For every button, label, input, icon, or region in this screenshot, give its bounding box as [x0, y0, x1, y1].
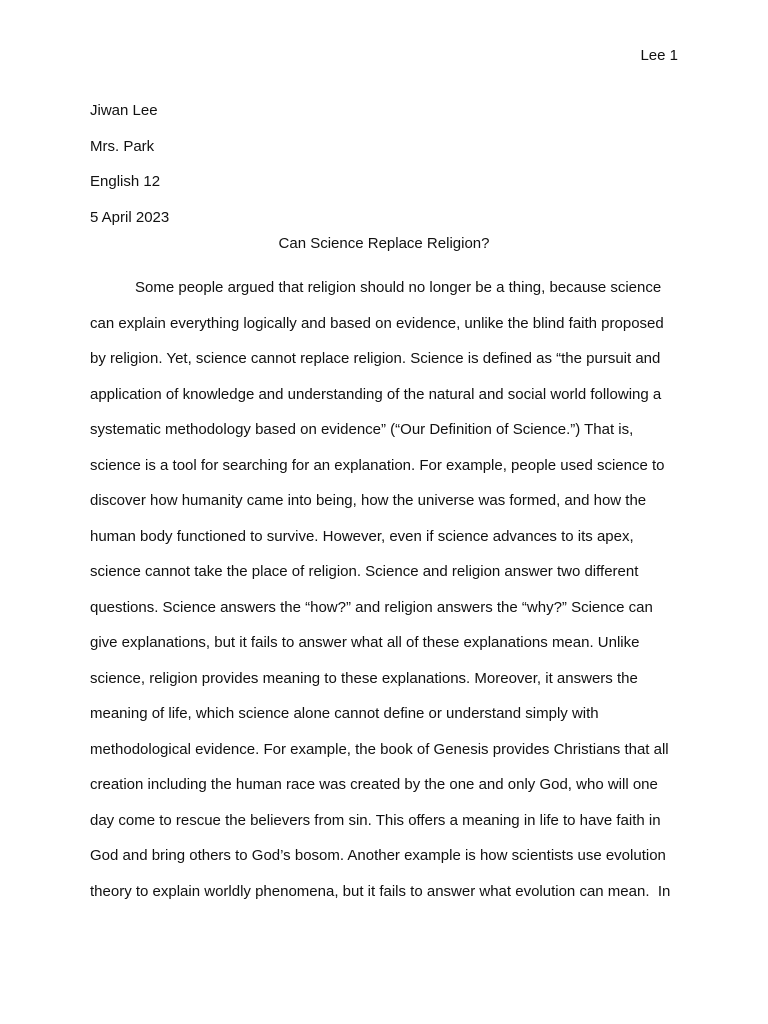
body-line: can explain everything logically and based on evidence, unlike the blind faith proposed — [90, 314, 664, 332]
body-line: theory to explain worldly phenomena, but it fails to answer what evolution can mean. In — [90, 882, 671, 900]
running-head: Lee 1 — [640, 47, 678, 64]
body-line: human body functioned to survive. However, even if science advances to its apex, — [90, 527, 634, 545]
course-name: English 12 — [90, 173, 161, 190]
body-line: systematic methodology based on evidence” (“Our Definition of Science.”) That is, — [90, 421, 634, 438]
instructor-name: Mrs. Park — [90, 137, 155, 155]
mla-heading — [90, 93, 678, 235]
essay-body — [90, 270, 680, 909]
essay-title: Can Science Replace Religion? — [278, 235, 490, 252]
body-line: discover how humanity came into being, how the universe was formed, and how the — [90, 492, 647, 509]
body-line: science, religion provides meaning to these explanations. Moreover, it answers the — [90, 669, 638, 687]
body-line: science is a tool for searching for an explanation. For example, people used science to — [90, 456, 665, 474]
body-line: science cannot take the place of religion. Science and religion answer two different — [90, 563, 639, 580]
body-line: methodological evidence. For example, the book of Genesis provides Christians that all — [90, 740, 669, 758]
body-line: by religion. Yet, science cannot replace religion. Science is defined as “the pursuit and — [90, 350, 661, 367]
body-line: application of knowledge and understanding of the natural and social world following a — [90, 385, 662, 403]
body-line: give explanations, but it fails to answer what all of these explanations mean. Unlike — [90, 634, 640, 651]
body-line: questions. Science answers the “how?” and religion answers the “why?” Science can — [90, 598, 653, 616]
body-line: Some people argued that religion should no longer be a thing, because science — [135, 279, 662, 296]
body-line: meaning of life, which science alone cannot define or understand simply with — [90, 705, 599, 722]
body-line: God and bring others to God’s bosom. Another example is how scientists use evolution — [90, 847, 666, 864]
body-line: creation including the human race was created by the one and only God, who will one — [90, 776, 658, 793]
essay-date: 5 April 2023 — [90, 208, 170, 226]
student-name: Jiwan Lee — [90, 102, 158, 119]
body-line: day come to rescue the believers from sin. This offers a meaning in life to have faith in — [90, 811, 661, 829]
